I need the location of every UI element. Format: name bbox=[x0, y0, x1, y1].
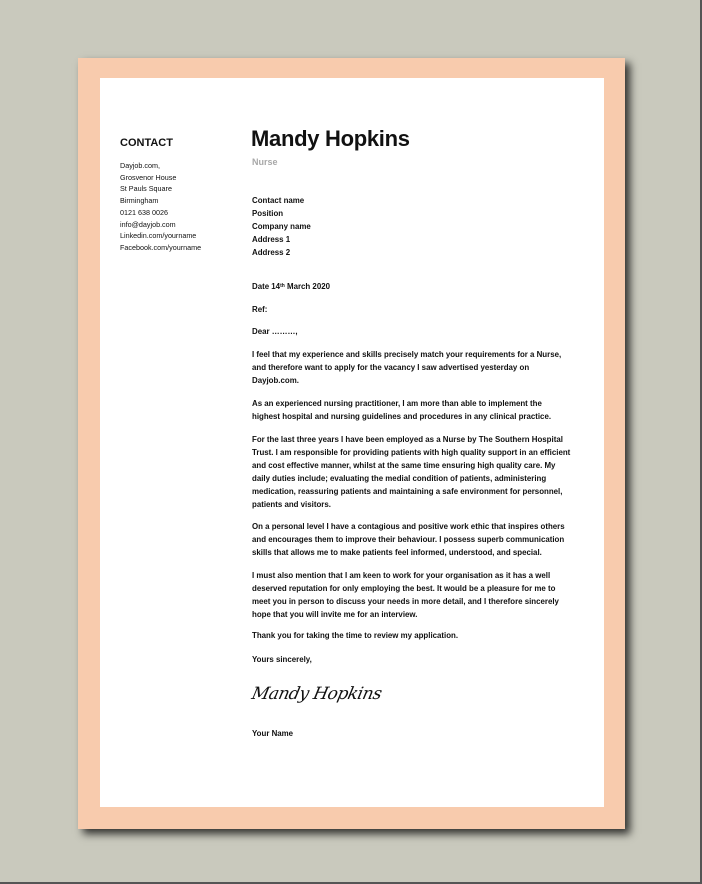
text-line: and encourages them to improve their behaviour. I possess superb communication bbox=[252, 534, 565, 544]
text-line: and cost effective manner, whilst at the same time ensuring high quality care. My bbox=[252, 460, 556, 470]
recipient-line: Address 2 bbox=[252, 247, 291, 257]
recipient-line: Company name bbox=[252, 221, 311, 231]
contact-heading: CONTACT bbox=[120, 137, 173, 149]
text-line: highest hospital and nursing guidelines and procedures in any clinical practice. bbox=[252, 411, 552, 421]
text-line: I feel that my experience and skills precisely match your requirements for a Nurse, bbox=[252, 350, 562, 359]
text-line: medication, reassuring patients and maintaining a safe environment for personnel, bbox=[252, 486, 563, 496]
contact-details bbox=[120, 160, 201, 254]
recipient-block bbox=[252, 195, 311, 260]
applicant-role: Nurse bbox=[252, 157, 278, 167]
contact-linkedin: Linkedin.com/yourname bbox=[120, 231, 197, 241]
contact-line: Birmingham bbox=[120, 196, 159, 206]
contact-phone: 0121 638 0026 bbox=[120, 207, 168, 217]
text-line: daily duties include; evaluating the medial condition of patients, administering bbox=[252, 473, 547, 483]
date-rest: March 2020 bbox=[284, 282, 330, 291]
text-line: Trust. I am responsible for providing patients with high quality support in an efficient bbox=[252, 447, 571, 457]
paragraph-1 bbox=[252, 349, 561, 388]
text-line: As an experienced nursing practitioner, I am more than able to implement the bbox=[252, 399, 542, 408]
text-line: For the last three years I have been employed as a Nurse by The Southern Hospital bbox=[252, 435, 563, 444]
signature: Mandy Hopkins bbox=[249, 684, 384, 704]
paragraph-4 bbox=[252, 521, 565, 560]
text-line: meet you in person to discuss your needs in more detail, and I therefore sincerely bbox=[252, 596, 559, 606]
paragraph-5 bbox=[252, 570, 559, 622]
recipient-line: Address 1 bbox=[252, 234, 291, 244]
paragraph-3 bbox=[252, 434, 570, 511]
recipient-line: Contact name bbox=[252, 196, 305, 205]
text-line: I must also mention that I am keen to work for your organisation as it has a well bbox=[252, 571, 551, 580]
date-text: Date 14 bbox=[252, 282, 281, 291]
text-line: Dayjob.com. bbox=[252, 375, 299, 385]
text-line: skills that allows me to make patients feel informed, understood, and special. bbox=[252, 547, 542, 557]
salutation: Dear ………, bbox=[252, 327, 298, 336]
text-line: On a personal level I have a contagious and positive work ethic that inspires others bbox=[252, 522, 565, 531]
contact-facebook: Facebook.com/yourname bbox=[120, 242, 202, 252]
contact-line: Grosvenor House bbox=[120, 172, 177, 182]
letter-date bbox=[252, 281, 330, 294]
date-suffix: th bbox=[280, 283, 285, 289]
closing: Yours sincerely, bbox=[252, 655, 312, 664]
contact-line: St Pauls Square bbox=[120, 184, 172, 194]
contact-email: info@dayjob.com bbox=[120, 219, 176, 229]
your-name: Your Name bbox=[252, 729, 294, 738]
text-line: patients and visitors. bbox=[252, 499, 331, 509]
text-line: hope that you will invite me for an interview. bbox=[252, 609, 418, 619]
contact-line: Dayjob.com, bbox=[120, 161, 160, 170]
text-line: and therefore want to apply for the vacancy I saw advertised yesterday on bbox=[252, 362, 530, 372]
paragraph-2 bbox=[252, 398, 551, 424]
applicant-name: Mandy Hopkins bbox=[251, 126, 410, 151]
recipient-line: Position bbox=[252, 208, 284, 218]
thanks-line: Thank you for taking the time to review my application. bbox=[252, 631, 459, 640]
reference: Ref: bbox=[252, 305, 268, 314]
text-line: deserved reputation for only employing the best. It would be a pleasure for me to bbox=[252, 583, 556, 593]
